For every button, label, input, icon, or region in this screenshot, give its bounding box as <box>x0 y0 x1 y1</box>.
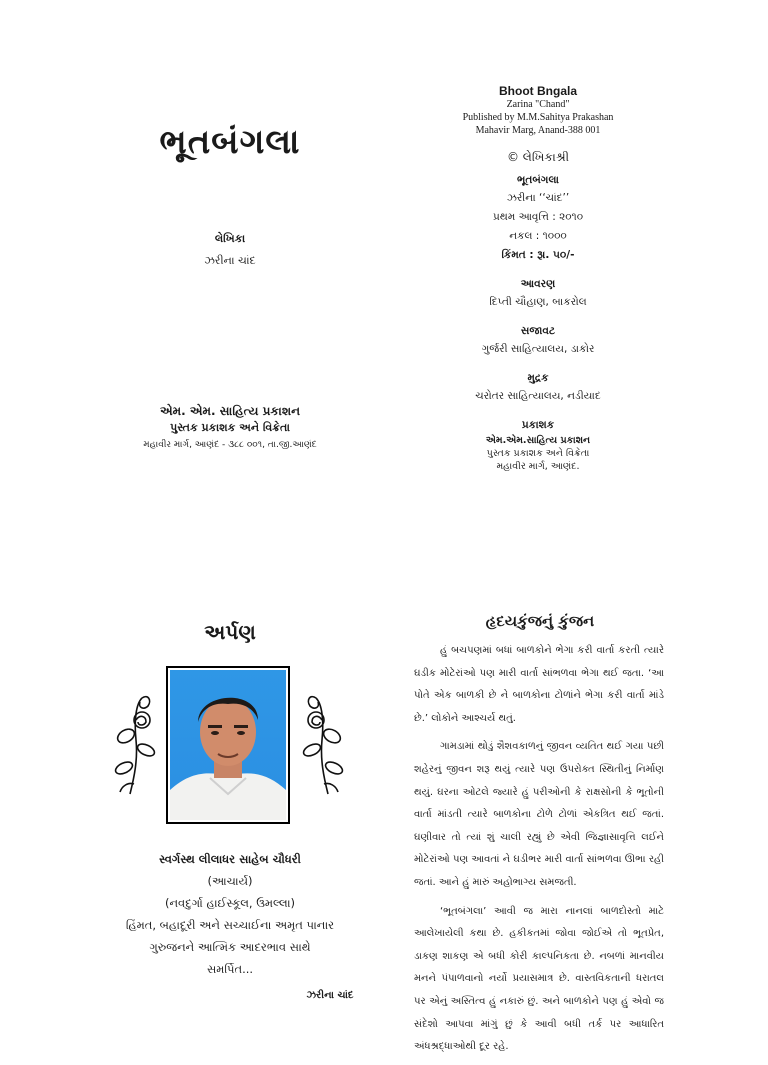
dedication-title: અર્પણ <box>204 620 256 644</box>
floral-ornament-icon <box>112 690 158 800</box>
imprint-block <box>438 84 638 473</box>
publisher-block-left <box>120 402 340 454</box>
printer-value: ચરોતર સાહિત્યાલય, નડીયાદ <box>475 390 601 402</box>
dedication-text <box>110 848 350 980</box>
author-label: લેખિકા <box>214 232 246 245</box>
price-line: કિંમત : રૂા. ૫૦/- <box>501 249 575 261</box>
english-author: Zarina "Chand" <box>506 99 570 110</box>
preface-title: હૃદયકુંજનું કુંજન <box>485 612 595 630</box>
decor-label: સજાવટ <box>520 325 556 337</box>
gujarati-title: ભૂતબંગલા <box>517 174 559 186</box>
decor-value: ગુર્જરી સાહિત્યાલય, ડાકોર <box>481 343 595 355</box>
copies-line: નકલ : ૧૦૦૦ <box>509 230 567 242</box>
imprint-publisher-address: મહાવીર માર્ગ, આણંદ. <box>496 461 580 472</box>
printer-label: મુદ્રક <box>527 372 549 384</box>
book-title: ભૂતબંગલા <box>159 122 301 162</box>
dedicatee-role: (આચાર્ય) <box>207 874 253 888</box>
dedication-line: સમર્પિત... <box>206 962 254 976</box>
publisher-name: એમ. એમ. સાહિત્ય પ્રકાશન <box>159 404 301 418</box>
author-name: ઝરીના ચાંદ <box>204 254 256 267</box>
publisher-address: મહાવીર માર્ગ, આણંદ - ૩૮૮ ૦૦૧, તા.જી.આણંદ <box>143 440 317 450</box>
publisher-label: પ્રકાશક <box>521 419 555 431</box>
author-block <box>170 228 290 272</box>
dedicatee-school: (નવદુર્ગા હાઈસ્કૂલ, ઉમલ્લા) <box>165 896 295 910</box>
imprint-publisher-subtitle: પુસ્તક પ્રકાશક અને વિક્રેતા <box>486 448 590 459</box>
portrait-photo <box>170 670 286 820</box>
portrait-figure-icon <box>170 670 286 820</box>
edition-line: પ્રથમ આવૃત્તિ : ૨૦૧૦ <box>492 211 584 223</box>
dedication-line: હિંમત, બહાદૂરી અને સચ્ચાઈના અમૃત પાનાર <box>125 918 335 932</box>
floral-ornament-icon <box>300 690 346 800</box>
cover-label: આવરણ <box>520 278 556 290</box>
publisher-subtitle: પુસ્તક પ્રકાશક અને વિક્રેતા <box>170 421 290 434</box>
imprint-publisher-name: એમ.એમ.સાહિત્ય પ્રકાશન <box>485 435 591 446</box>
dedication-line: ગુરુજનને આત્મિક આદરભાવ સાથે <box>149 940 311 954</box>
english-publisher: Published by M.M.Sahitya Prakashan <box>462 112 614 123</box>
preface-paragraph: ‘ભૂતબંગલા’ આવી જ મારા નાનલાં બાળદોસ્તો માટે આલેખાયેલી કથા છે. હકીકતમાં જોવા જોઈએ તો ભૂતપ્રેત, ડાકણ શાકણ એ બધી કોરી કાલ્પનિકતા છે. નબળાં માનવીય મનને પંપાળવાનો નર્યો પ્રયાસમાત્ર છે. વાસ્તવિકતાની ધરાતલ પર એનું અસ્તિત્વ હું નકારું છું. અને બાળકોને પણ હું એવો જ સંદેશો આપવા માંગું છું કે આવી બધી તર્ક પર આધારિત અંધશ્રદ્ધાઓથી દૂર રહે. <box>414 905 664 1053</box>
english-address: Mahavir Marg, Anand-388 001 <box>475 125 601 136</box>
english-title: Bhoot Bngala <box>499 84 577 98</box>
gujarati-author: ઝરીના ‘‘ચાંદ’’ <box>506 192 570 204</box>
preface-paragraph: ગામડામાં થોડું શૈશવકાળનું જીવન વ્યતિત થઈ ગયા પછી શહેરનું જીવન શરૂ થયું ત્યારે પણ ઉપરોક્ત સ્થિતીનું નિર્માણ થયું. ઘરના ઓટલે જ્યારે હું પરીઓની કે રાક્ષસોની કે ભૂતોની વાર્તા માંડતી ત્યારે બાળકોના ટોળે ટોળાં એકત્રિત થઈ જતાં. ઘણીવાર તો ત્યાં શું ચાલી રહ્યું છે એવી જિજ્ઞાસાવૃત્તિ લઈને મોટેરાંઓ પણ આવતાં ને ઘડીભર મારી વાર્તા સાંભળવા ઊભા રહી જતાં. આને હું મારું અહોભાગ્ય સમજતી. <box>414 741 664 888</box>
dedicatee-name: સ્વર્ગસ્થ લીલાધર સાહેબ ચૌધરી <box>159 852 301 866</box>
portrait-frame <box>166 666 290 824</box>
dedication-signature: ઝરીના ચાંદ <box>306 990 354 1001</box>
cover-value: દિપ્તી ચૌહાણ, બાકરોલ <box>489 296 587 308</box>
copyright-line: © લેખિકાશ્રી <box>506 150 570 164</box>
preface-body <box>414 640 664 1065</box>
preface-paragraph: હું બચપણમાં બધાં બાળકોને ભેગા કરી વાર્તા કરતી ત્યારે ઘડીક મોટેરાંઓ પણ મારી વાર્તા સાંભળવા ભેગા થઈ જતા. ‘આ પોતે એક બાળકી છે ને બાળકોના ટોળાંને ભેગા કરી વાર્તા માંડે છે.’ લોકોને આશ્ચર્ય થતું. <box>414 645 664 724</box>
